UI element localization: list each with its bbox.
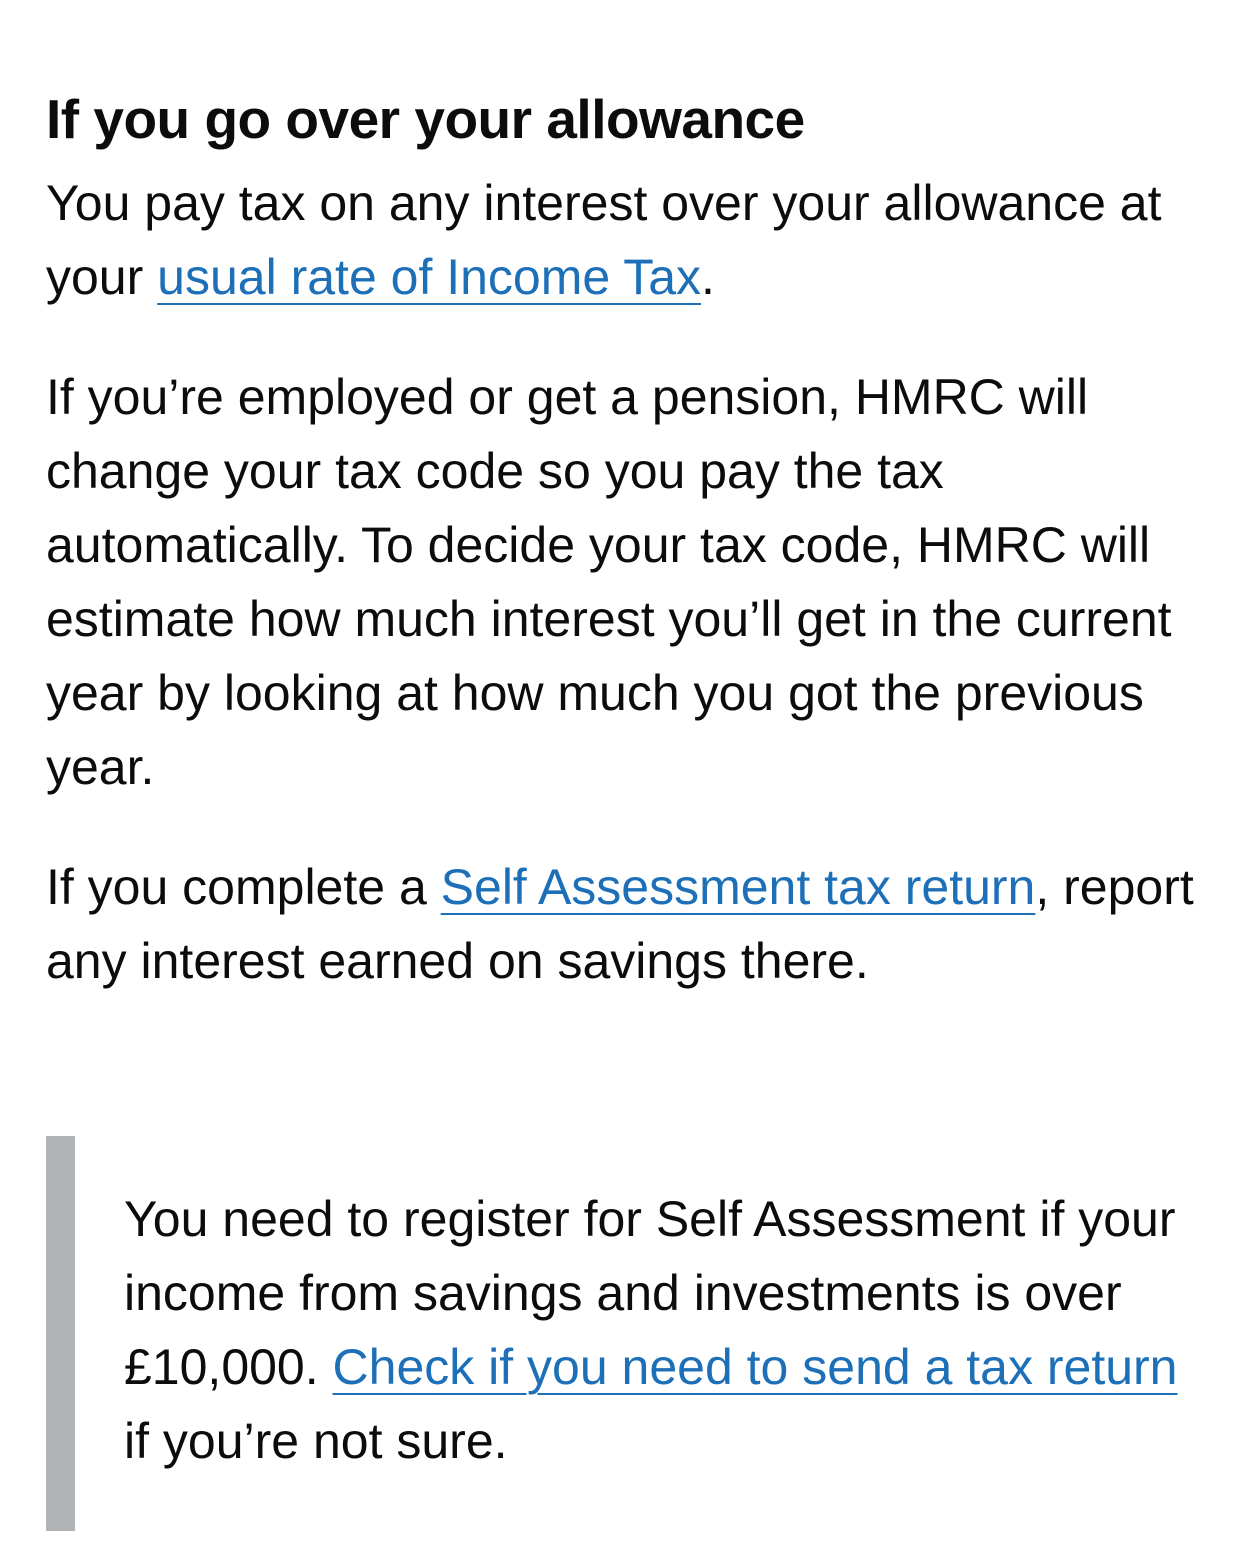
- main-content: [46, 0, 1206, 998]
- paragraph-text: If you complete a: [46, 859, 441, 915]
- paragraph-self-assessment: [46, 850, 1206, 998]
- check-if-you-need-to-send-tax-return-link[interactable]: Check if you need to send a tax return: [332, 1339, 1178, 1395]
- paragraph-text: .: [701, 249, 715, 305]
- section-heading: If you go over your allowance: [46, 88, 805, 150]
- usual-rate-of-income-tax-link[interactable]: usual rate of Income Tax: [157, 249, 701, 305]
- paragraph-tax-code: If you’re employed or get a pension, HMRC will change your tax code so you pay the tax automatically. To decide your tax code, HMRC will estimate how much interest you’ll get in the current year by looking at how much you got the previous year.: [46, 369, 1172, 795]
- inset-text-after: if you’re not sure.: [124, 1413, 508, 1469]
- paragraph-tax-over-allowance: [46, 166, 1206, 314]
- self-assessment-tax-return-link[interactable]: Self Assessment tax return: [440, 859, 1036, 915]
- inset-text-before: You need to register for Self Assessment if your income from savings and investments is over £10,000.: [124, 1191, 1176, 1395]
- inset-text: [46, 1136, 1196, 1531]
- inset-paragraph: [124, 1182, 1196, 1478]
- paragraph-text: , report any interest earned on savings there.: [46, 859, 1194, 989]
- paragraph-text: You pay tax on any interest over your allowance at your: [46, 175, 1162, 305]
